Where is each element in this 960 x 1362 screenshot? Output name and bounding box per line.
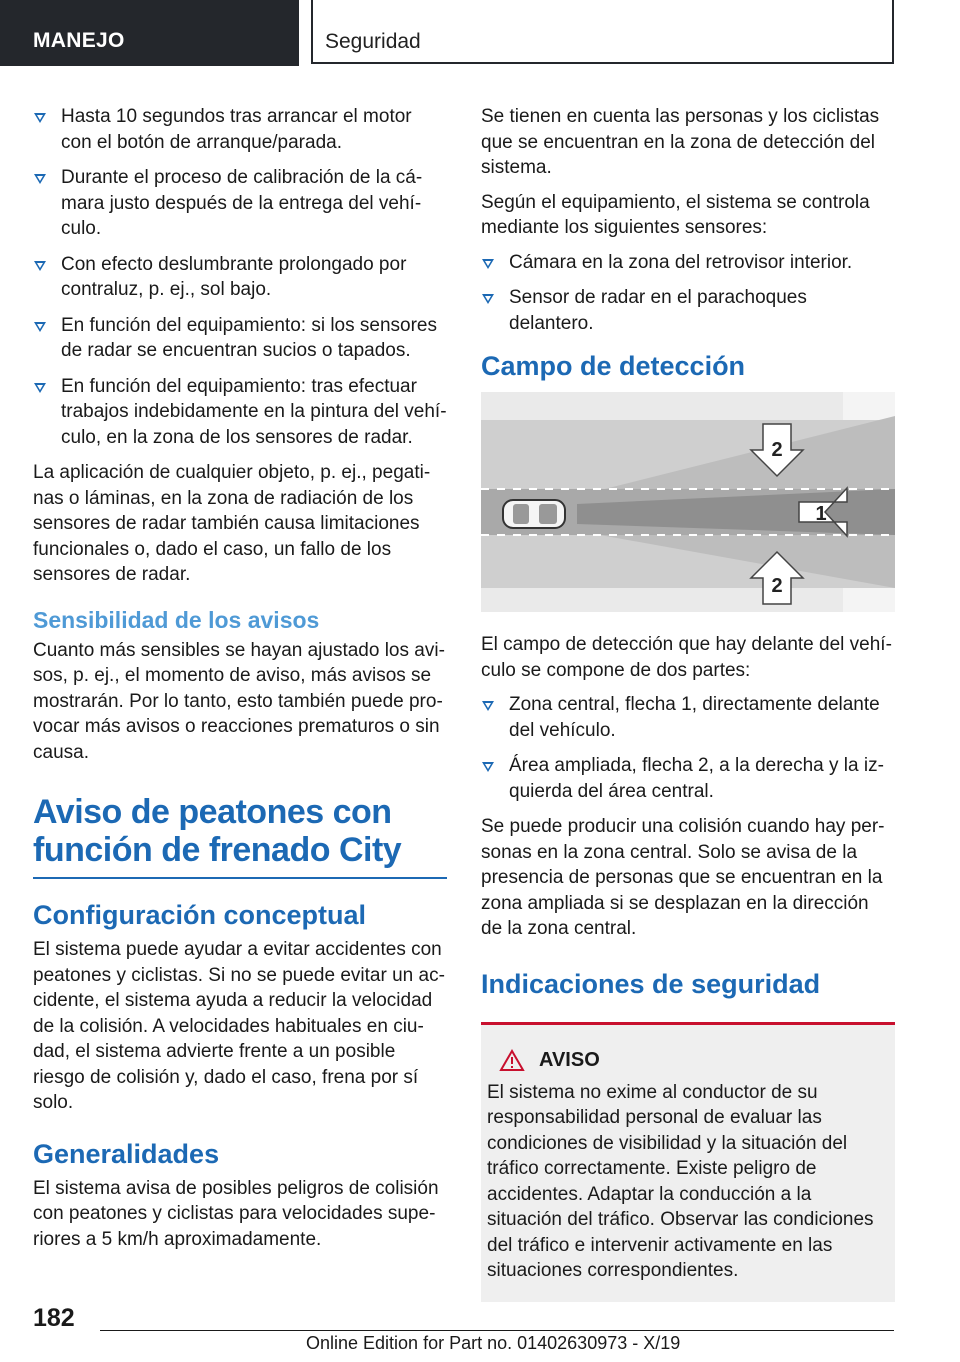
paragraph: El sistema avisa de posibles peligros de colisión con peatones y ciclistas para velocidades superiores a 5 km/h aproximadamente.	[33, 1177, 439, 1250]
list-item: Cámara en la zona del retrovisor interior.	[481, 250, 895, 276]
list-item: En función del equipamiento: tras efectuar trabajos indebidamente en la pintura del vehículo, en la zona de los sensores de radar.	[33, 374, 447, 451]
sensor-list	[481, 250, 895, 337]
chapter-tab	[311, 0, 894, 64]
triangle-bullet-icon	[482, 762, 494, 772]
heading-safety: Indicaciones de seguridad	[481, 968, 821, 999]
warning-header	[489, 1049, 885, 1072]
list-item: Con efecto deslumbrante prolongado por contraluz, p. ej., sol bajo.	[33, 252, 447, 303]
triangle-bullet-icon	[34, 113, 46, 123]
page-number: 182	[33, 1304, 75, 1332]
left-column	[33, 104, 447, 1261]
heading-sensitivity: Sensibilidad de los avisos	[33, 606, 320, 633]
edition-text: Online Edition for Part no. 01402630973 - X/19	[306, 1333, 681, 1353]
triangle-bullet-icon	[34, 174, 46, 184]
warning-box	[481, 1025, 895, 1302]
triangle-bullet-icon	[34, 383, 46, 393]
list-item: Zona central, flecha 1, directamente delante del vehículo.	[481, 692, 895, 743]
list-item: Área ampliada, flecha 2, a la derecha y la izquierda del área central.	[481, 753, 895, 804]
heading-general: Generalidades	[33, 1138, 220, 1169]
paragraph: Se tienen en cuenta las personas y los ciclistas que se encuentran en la zona de detección del sistema.	[481, 106, 880, 178]
limitations-list	[33, 104, 447, 450]
footer-rule	[100, 1330, 894, 1331]
zones-list	[481, 692, 895, 804]
triangle-bullet-icon	[34, 261, 46, 271]
section-heading: Aviso de peatones con función de frenado City	[33, 793, 447, 879]
triangle-bullet-icon	[482, 259, 494, 269]
list-item: Sensor de radar en el parachoques delantero.	[481, 285, 895, 336]
paragraph: El campo de detección que hay delante del vehículo se compone de dos partes:	[481, 634, 892, 681]
heading-detection-field: Campo de detección	[481, 351, 746, 381]
warning-text: El sistema no exime al conductor de su responsabilidad personal de evaluar las condiciones de visibilidad y la situación del tráfico correctamente. Existe peligro de accidentes. Adaptar la conducción a la situación del tráfico. Observar las condiciones del tráfico e intervenir activamente en las situaciones correspondientes.	[487, 1081, 874, 1281]
svg-text:1: 1	[815, 503, 827, 525]
paragraph: Se puede producir una colisión cuando hay personas en la zona central. Solo se avisa de la presencia de personas que se encuentran en la zona ampliada si se desplazan en la dirección de la zona central.	[481, 816, 885, 939]
detection-field-diagram	[481, 392, 895, 612]
warning-title: AVISO	[539, 1048, 600, 1071]
triangle-bullet-icon	[482, 701, 494, 711]
paragraph: Según el equipamiento, el sistema se controla mediante los siguientes sensores:	[481, 191, 870, 238]
paragraph: El sistema puede ayudar a evitar accidentes con peatones y ciclistas. Si no se puede evitar un accidente, el sistema ayuda a reducir la velocidad de la colisión. A velocidades habituales en ciudad, el sistema advierte frente a un posible riesgo de colisión y, dado el caso, frena por sí solo.	[33, 939, 445, 1113]
svg-text:2: 2	[771, 439, 783, 461]
section-tab	[0, 0, 299, 66]
svg-text:2: 2	[771, 575, 783, 597]
list-item: Hasta 10 segundos tras arrancar el motor con el botón de arranque/parada.	[33, 104, 447, 155]
triangle-bullet-icon	[34, 322, 46, 332]
paragraph: La aplicación de cualquier objeto, p. ej., pegatinas o láminas, en la zona de radiación de los sensores de radar también causa limitaciones funcionales o, dado el caso, un fallo de los sensores de radar.	[33, 462, 431, 585]
list-item: En función del equipamiento: si los sensores de radar se encuentran sucios o tapados.	[33, 313, 447, 364]
paragraph: Cuanto más sensibles se hayan ajustado los avisos, p. ej., el momento de aviso, más avisos se mostrarán. Por lo tanto, esto también puede provocar más avisos o reacciones prematuros o sin causa.	[33, 639, 445, 763]
triangle-bullet-icon	[482, 294, 494, 304]
chapter-title: Seguridad	[325, 30, 421, 53]
right-column	[481, 104, 895, 1302]
car-icon	[503, 500, 565, 528]
heading-config: Configuración conceptual	[33, 900, 367, 930]
section-title: MANEJO	[33, 29, 125, 52]
list-item: Durante el proceso de calibración de la cámara justo después de la entrega del vehículo.	[33, 165, 447, 242]
warning-triangle-icon	[499, 1049, 525, 1072]
